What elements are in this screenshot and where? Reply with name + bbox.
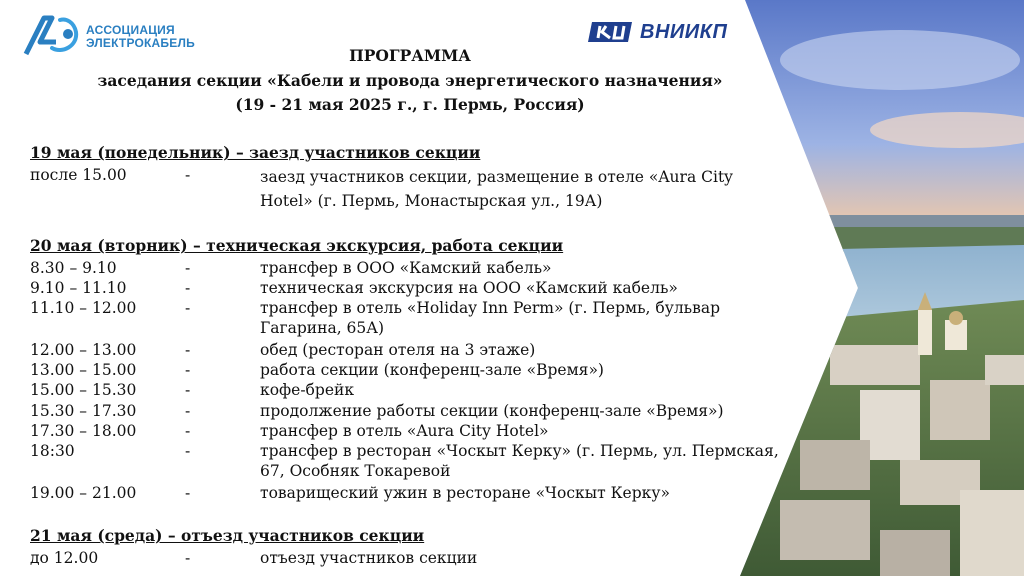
row-time: 8.30 – 9.10 [30,259,117,277]
row-time: до 12.00 [30,549,99,567]
row-description: трансфер в отель «Holiday Inn Perm» (г. Пермь, бульвар Гагарина, 65А) [260,299,720,337]
row-time: 18:30 [30,442,75,460]
row-dash: - [185,484,191,502]
row-time: 9.10 – 11.10 [30,279,127,297]
row-dash: - [185,299,191,317]
row-description: продолжение работы секции (конференц-зале «Время») [260,402,724,420]
row-description: трансфер в отель «Aura City Hotel» [260,422,549,440]
row-description: товарищеский ужин в ресторане «Чоскыт Керку» [260,484,670,502]
row-description: техническая экскурсия на ООО «Камский кабель» [260,279,678,297]
row-dash: - [185,549,191,567]
row-time: после 15.00 [30,166,127,184]
row-dash: - [185,279,191,297]
row-dash: - [185,422,191,440]
row-description: работа секции (конференц-зале «Время») [260,361,604,379]
row-time: 19.00 – 21.00 [30,484,137,502]
row-dash: - [185,442,191,460]
vniikp-name: ВНИИКП [640,21,728,43]
row-time: 12.00 – 13.00 [30,341,137,359]
day-2-title: 20 мая (вторник) – техническая экскурсия, работа секции [30,236,564,255]
row-dash: - [185,341,191,359]
association-name-line2: ЭЛЕКТРОКАБЕЛЬ [86,36,195,50]
row-time: 15.30 – 17.30 [30,402,137,420]
row-time: 13.00 – 15.00 [30,361,137,379]
row-dash: - [185,166,191,184]
program-title: ПРОГРАММА [349,46,471,65]
row-description: обед (ресторан отеля на 3 этаже) [260,341,536,359]
row-description: трансфер в ресторан «Чоскыт Керку» (г. Пермь, ул. Пермская, 67, Особняк Токаревой [260,442,779,480]
row-dash: - [185,402,191,420]
row-description: кофе-брейк [260,381,355,399]
vniikp-logo [588,18,738,48]
row-description: заезд участников секции, размещение в отеле «Aura City Hotel» (г. Пермь, Монастырская ул., 19А) [260,168,733,210]
day-1-title: 19 мая (понедельник) – заезд участников секции [30,143,481,162]
row-time: 15.00 – 15.30 [30,381,137,399]
program-dates: (19 - 21 мая 2025 г., г. Пермь, Россия) [235,95,585,114]
row-time: 11.10 – 12.00 [30,299,137,317]
row-description: отъезд участников секции [260,549,478,567]
program-subtitle: заседания секции «Кабели и провода энергетического назначения» [97,71,723,90]
row-dash: - [185,259,191,277]
row-dash: - [185,361,191,379]
day-3-title: 21 мая (среда) – отъезд участников секции [30,526,425,545]
row-description: трансфер в ООО «Камский кабель» [260,259,552,277]
row-dash: - [185,381,191,399]
association-name-line1: АССОЦИАЦИЯ [86,23,175,37]
vniikp-emblem-icon [588,18,636,46]
row-time: 17.30 – 18.00 [30,422,137,440]
